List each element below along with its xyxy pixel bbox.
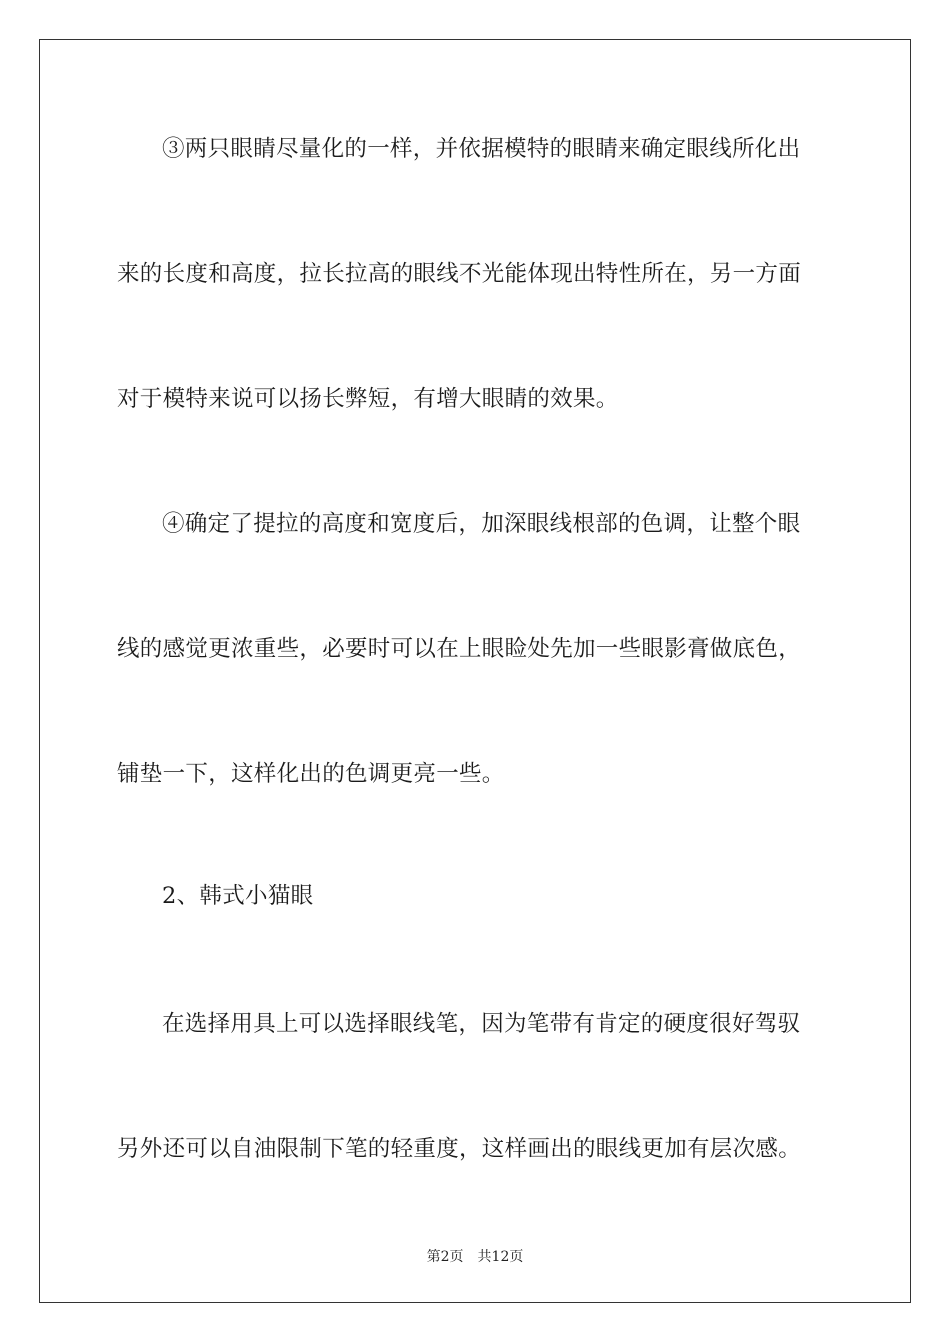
paragraph-line: ④确定了提拉的高度和宽度后，加深眼线根部的色调，让整个眼 [162, 511, 801, 537]
paragraph-line: 对于模特来说可以扬长弊短，有增大眼睛的效果。 [117, 386, 619, 412]
total-page-count: 共12页 [477, 1249, 524, 1265]
paragraph-line: 在选择用具上可以选择眼线笔，因为笔带有肯定的硬度很好驾驭 [162, 1011, 801, 1037]
paragraph-line: ③两只眼睛尽量化的一样，并依据模特的眼睛来确定眼线所化出 [162, 136, 801, 162]
paragraph-line: 线的感觉更浓重些，必要时可以在上眼睑处先加一些眼影膏做底色， [117, 636, 802, 662]
current-page-number: 第2页 [426, 1249, 464, 1265]
paragraph-line: 铺垫一下，这样化出的色调更亮一些。 [117, 761, 505, 787]
paragraph-line: 另外还可以自油限制下笔的轻重度，这样画出的眼线更加有层次感。 [117, 1136, 802, 1162]
section-heading: 2、韩式小猫眼 [162, 883, 314, 909]
page-border [39, 39, 911, 1303]
paragraph-line: 来的长度和高度，拉长拉高的眼线不光能体现出特性所在，另一方面 [117, 261, 802, 287]
page-footer [0, 1248, 950, 1266]
